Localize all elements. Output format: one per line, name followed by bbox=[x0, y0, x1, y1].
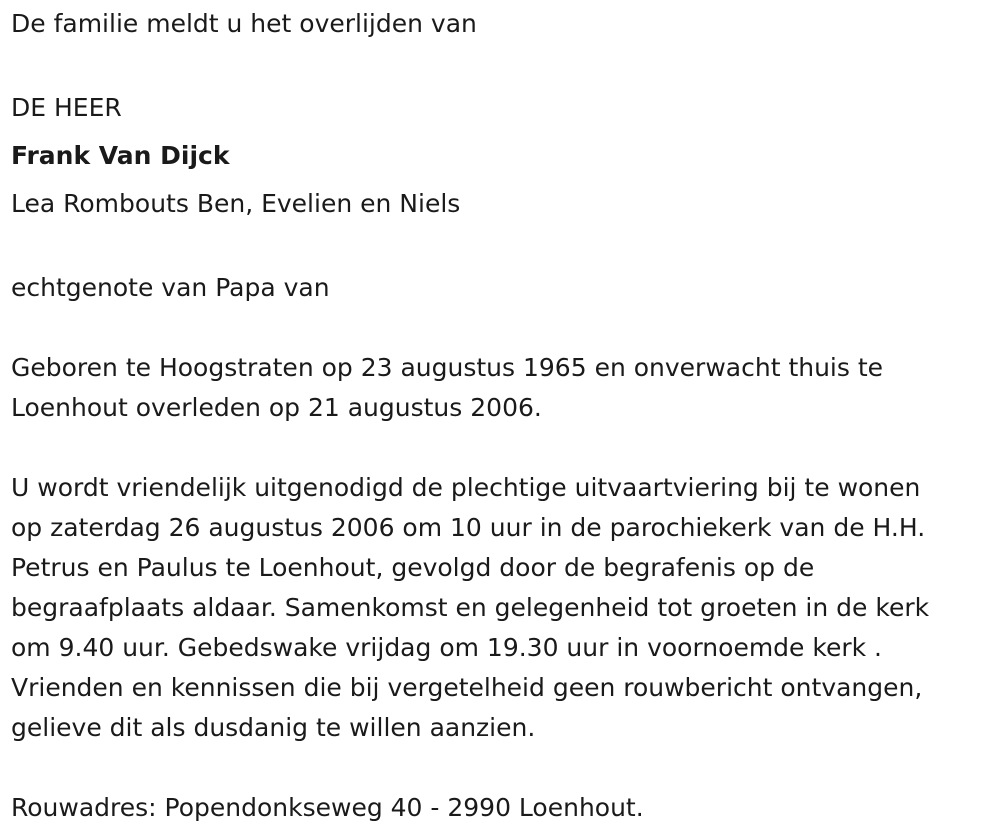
paragraph-line: U wordt vriendelijk uitgenodigd de plechtige uitvaartviering bij te wonen bbox=[11, 473, 921, 502]
paragraph-line: gelieve dit als dusdanig te willen aanzien. bbox=[11, 713, 536, 742]
spacer bbox=[11, 228, 996, 268]
paragraph-line: om 9.40 uur. Gebedswake vrijdag om 19.30 uur in voornoemde kerk . bbox=[11, 633, 882, 662]
spacer bbox=[11, 44, 996, 84]
paragraph-line: Vrienden en kennissen die bij vergetelheid geen rouwbericht ontvangen, bbox=[11, 673, 923, 702]
relation-line: echtgenote van Papa van bbox=[11, 273, 330, 302]
spacer bbox=[11, 308, 996, 348]
invitation-paragraph bbox=[11, 468, 996, 748]
mourning-address: Rouwadres: Popendonkseweg 40 - 2990 Loenhout. bbox=[11, 793, 644, 822]
intro-text: De familie meldt u het overlijden van bbox=[11, 9, 477, 38]
spacer bbox=[11, 428, 996, 468]
paragraph-line: Petrus en Paulus te Loenhout, gevolgd door de begrafenis op de bbox=[11, 553, 815, 582]
obituary-notice bbox=[11, 4, 996, 828]
deceased-name: Frank Van Dijck bbox=[11, 141, 230, 170]
spacer bbox=[11, 748, 996, 788]
paragraph-line: begraafplaats aldaar. Samenkomst en gelegenheid tot groeten in de kerk bbox=[11, 593, 930, 622]
paragraph-line: op zaterdag 26 augustus 2006 om 10 uur in de parochiekerk van de H.H. bbox=[11, 513, 926, 542]
paragraph-line: Loenhout overleden op 21 augustus 2006. bbox=[11, 393, 542, 422]
honorific-title: DE HEER bbox=[11, 93, 122, 122]
paragraph-line: Geboren te Hoogstraten op 23 augustus 1965 en onverwacht thuis te bbox=[11, 353, 884, 382]
relatives-line: Lea Rombouts Ben, Evelien en Niels bbox=[11, 189, 461, 218]
birth-death-paragraph bbox=[11, 348, 996, 428]
